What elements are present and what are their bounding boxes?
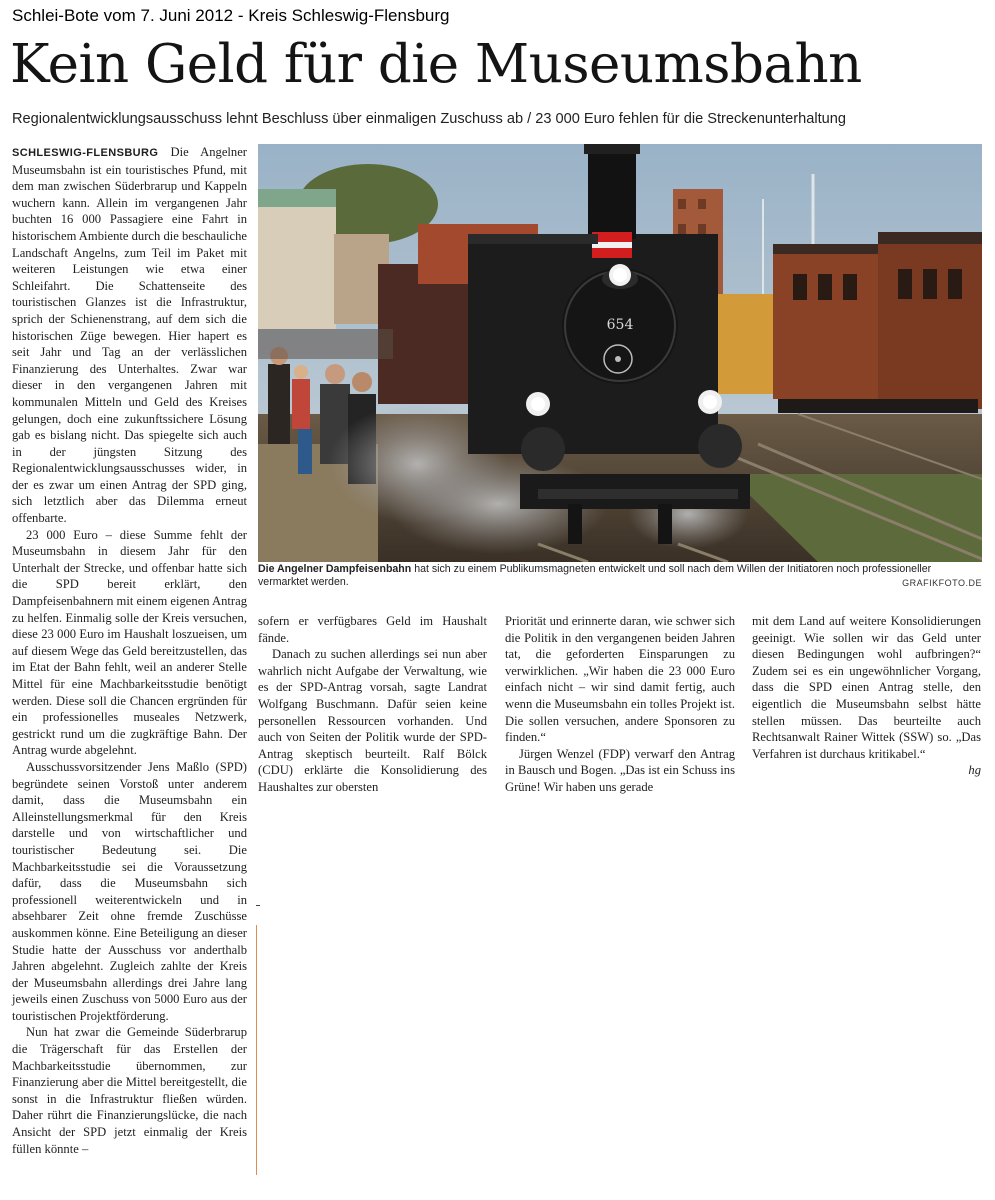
headline: Kein Geld für die Museumsbahn bbox=[10, 34, 862, 95]
subheadline: Regionalentwicklungsausschuss lehnt Beschluss über einmaligen Zuschuss ab / 23 000 Euro fehlen für die Streckenunterhaltung bbox=[12, 111, 846, 127]
article-column-1 bbox=[12, 144, 247, 1157]
paragraph-9: mit dem Land auf weitere Konsolidierungen geeinigt. Wie sollen wir das Geld unter diesen Bedingungen wohl aufbringen?“ Zudem sei es ein ungewöhnlicher Vorgang, dass die SPD einen Antrag stelle, den eigentlich die Museumsbahn selbst hätte stellen müssen. Das beurteilte auch Rechtsanwalt Rainer Wittek (SSW) so. „Das Verfahren ist durchaus kritikabel.“ bbox=[752, 614, 981, 761]
photo-caption bbox=[258, 563, 982, 589]
paragraph-1 bbox=[12, 144, 247, 527]
locomotive-photo bbox=[258, 144, 982, 562]
paragraph-7: Priorität und erinnerte daran, wie schwer sich die Politik in den vergangenen beiden Jahren tat, die geforderten Einsparungen zu verwirklichen. „Wir haben die 23 000 Euro einfach nicht – wir sind damit fertig, auch wenn die Museumsbahn ein tolles Projekt ist. Die sollen versuchen, andere Sponsoren zu finden.“ bbox=[505, 614, 735, 745]
article-column-3 bbox=[505, 613, 735, 796]
caption-lead: Die Angelner Dampfeisenbahn bbox=[258, 563, 412, 575]
article-column-2 bbox=[258, 613, 487, 796]
column-mark bbox=[256, 905, 260, 906]
paragraph-1-text: Die Angelner Museumsbahn ist ein touristisches Pfund, mit dem man zwischen Süderbrarup und Kappeln wuchern kann. Allein im vergangenen Jahr buchten 16 000 Passagiere eine Fahrt in historischem Ambiente durch die beschauliche Landschaft Angelns, zum Teil im Paket mit weiteren Leistungen wie etwa einer Schleifahrt. Die Schattenseite des touristischen Glanzes ist die Infrastruktur, sprich der Schienenstrang, auf dem sich die historischen Züge bewegen. Hier hapert es seit Jahr und Tag an der verlässlichen Finanzierung des Unterhaltes. Zwar war dieser in den vergangenen Jahren mit kommunalen Mitteln und Geld des Kreises gelungen, doch eine zukunftssichere Lösung gab es bislang nicht. Das spiegelte sich auch in der jüngsten Sitzung des Regionalentwicklungsausschusses wider, in der es zwar um einen Antrag der SPD ging, sich letztlich aber das Dilemma erneut offenbarte. bbox=[12, 145, 248, 526]
locomotive-number: 654 bbox=[606, 317, 634, 333]
paragraph-5: sofern er verfügbares Geld im Haushalt fände. bbox=[258, 614, 487, 645]
dateline: SCHLESWIG-FLENSBURG bbox=[12, 147, 159, 159]
source-line: Schlei-Bote vom 7. Juni 2012 - Kreis Schleswig-Flensburg bbox=[12, 6, 450, 25]
photo-credit: GRAFIKFOTO.DE bbox=[902, 578, 982, 588]
caption-text: hat sich zu einem Publikumsmagneten entwickelt und soll nach dem Willen der Initiatoren noch professioneller vermarktet werden. bbox=[258, 563, 932, 588]
author-signature: hg bbox=[968, 763, 981, 778]
article-column-4 bbox=[752, 613, 981, 779]
paragraph-2: 23 000 Euro – diese Summe fehlt der Museumsbahn in diesem Jahr für den Unterhalt der Strecke, und offenbar hatte sich die SPD bereit erklärt, den Dampfeisenbahnern mit einem eigenen Antrag zu helfen. Einmalig solle der Kreis versuchen, diese 23 000 Euro im Haushalt loszueisen, um auf diesem Wege das Geld bereitzustellen, das im Etat der Bahn fehlt, weil an anderer Stelle Mittel für eine Machbarkeitsstudie benötigt werden. Diese soll die Chancen ergründen für ein professionelles museales Netzwerk, gestrickt rund um die zugkräftige Bahn. Der Antrag wurde abgelehnt. bbox=[12, 527, 248, 758]
paragraph-3: Ausschussvorsitzender Jens Maßlo (SPD) begründete seinen Vorstoß unter anderem damit, dass die Museumsbahn ein Alleinstellungsmerkmal für den Kreis darstelle und von wirtschaftlicher und touristischer Bedeutung sei. Die Machbarkeitsstudie sei die Voraussetzung dafür, dass die Museumsbahn sich professionell weiterentwickeln und in absehbarer Zeit ohne fremde Zuschüsse auskommen könne. Eine Beteiligung an dieser Studie hatte der Ausschuss vor anderthalb Jahren abgelehnt. Zugleich zahlte der Kreis der Museumsbahn allerdings drei Jahre lang jeweils einen Zuschuss von 5000 Euro aus der touristischen Projektförderung. bbox=[12, 759, 247, 1023]
paragraph-4: Nun hat zwar die Gemeinde Süderbrarup die Trägerschaft für das Erstellen der Machbarkeitsstudie übernommen, zur Finanzierung aber die Mittel bereitgestellt, die sonst in die Infrastruktur fließen würden. Daher rührt die Finanzierungslücke, die nach Ansicht der SPD jetzt einmalig der Kreis füllen könnte – bbox=[12, 1025, 247, 1156]
margin-line bbox=[256, 925, 257, 1175]
paragraph-6: Danach zu suchen allerdings sei nun aber wahrlich nicht Aufgabe der Verwaltung, wie es der SPD-Antrag vorsah, sagte Landrat Wolfgang Buschmann. Dafür seien keine personellen Ressourcen vorhanden. Und auch von Seiten der Politik wurde der SPD-Antrag skeptisch beurteilt. Ralf Bölck (CDU) erklärte die Konsolidierung des Haushaltes zur obersten bbox=[258, 647, 487, 794]
paragraph-8: Jürgen Wenzel (FDP) verwarf den Antrag in Bausch und Bogen. „Das ist ein Schuss ins Grüne! Wir haben uns gerade bbox=[505, 746, 735, 794]
